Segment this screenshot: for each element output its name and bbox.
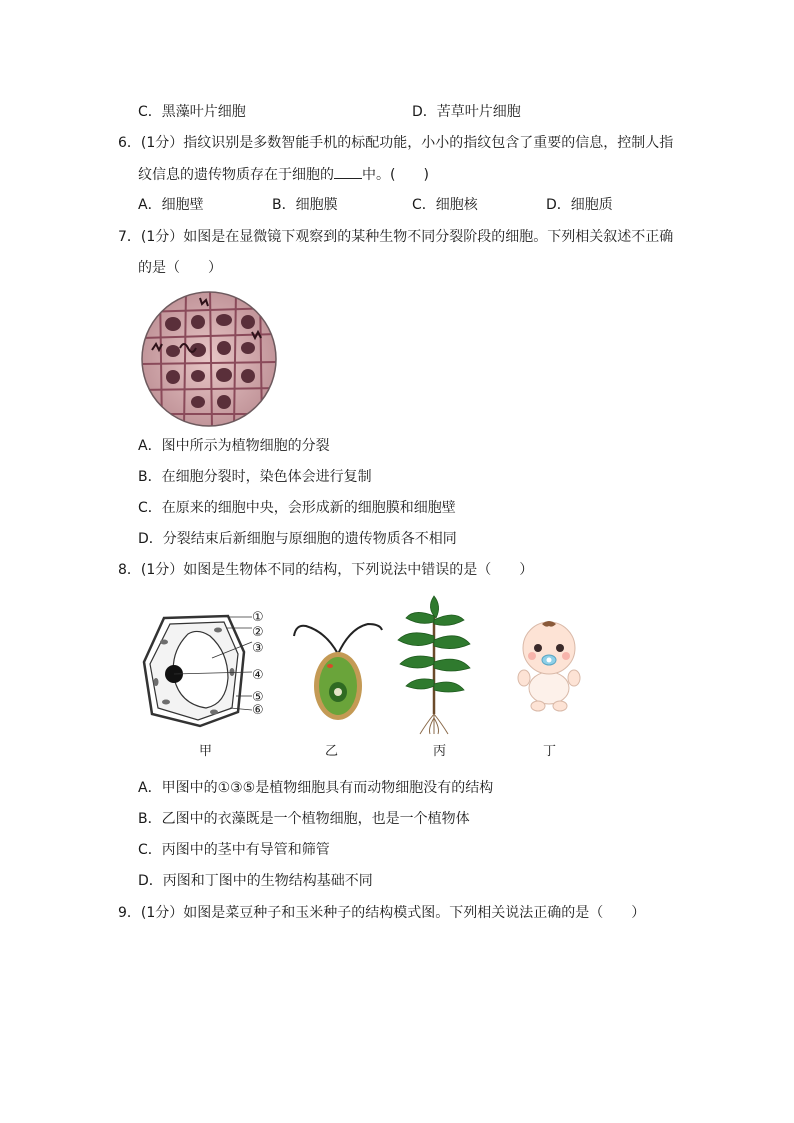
label-2: ② xyxy=(252,625,264,640)
q7-option-c: C．在原来的细胞中央，会形成新的细胞膜和细胞壁 xyxy=(138,500,456,516)
baby-image xyxy=(516,618,582,712)
q6-stem-before-blank: 纹信息的遗传物质存在于细胞的 xyxy=(138,167,334,183)
q6-fill-blank xyxy=(334,164,362,179)
q6-stem-after-blank: 中。( ) xyxy=(362,167,429,183)
q6-option-c: C．细胞核 xyxy=(412,197,478,213)
q7-option-d: D．分裂结束后新细胞与原细胞的遗传物质各不相同 xyxy=(138,531,457,547)
q5-option-d: D．苦草叶片细胞 xyxy=(412,104,521,120)
microscope-cell-division-image xyxy=(140,290,278,428)
q6-option-d: D．细胞质 xyxy=(546,197,613,213)
q8-option-b: B．乙图中的衣藻既是一个植物细胞，也是一个植物体 xyxy=(138,811,470,827)
q6-stem-line1: 6．(1分）指纹识别是多数智能手机的标配功能，小小的指纹包含了重要的信息，控制人指 xyxy=(118,135,674,151)
q7-option-b: B．在细胞分裂时，染色体会进行复制 xyxy=(138,469,372,485)
label-6: ⑥ xyxy=(252,703,264,718)
q7-stem-line1: 7．(1分）如图是在显微镜下观察到的某种生物不同分裂阶段的细胞。下列相关叙述不正确 xyxy=(118,229,674,245)
q5-option-c: C．黑藻叶片细胞 xyxy=(138,104,246,120)
plant-cell-diagram xyxy=(140,612,270,730)
q7-option-a: A．图中所示为植物细胞的分裂 xyxy=(138,438,330,454)
q9-stem-line1: 9．(1分）如图是菜豆种子和玉米种子的结构模式图。下列相关说法正确的是（ ） xyxy=(118,905,646,921)
caption-ding: 丁 xyxy=(543,744,557,759)
label-1: ① xyxy=(252,610,264,625)
caption-bing: 丙 xyxy=(433,744,447,759)
q6-option-b: B．细胞膜 xyxy=(272,197,338,213)
plant-image xyxy=(392,592,474,736)
caption-jia: 甲 xyxy=(199,744,213,759)
q6-option-a: A．细胞壁 xyxy=(138,197,204,213)
label-4: ④ xyxy=(252,668,264,683)
q6-stem-line2 xyxy=(138,164,429,185)
label-5: ⑤ xyxy=(252,690,264,705)
q8-option-a: A．甲图中的①③⑤是植物细胞具有而动物细胞没有的结构 xyxy=(138,780,494,796)
q8-option-c: C．丙图中的茎中有导管和筛管 xyxy=(138,842,330,858)
q8-option-d: D．丙图和丁图中的生物结构基础不同 xyxy=(138,873,373,889)
q7-stem-line2: 的是（ ） xyxy=(138,260,222,276)
chlamydomonas-image xyxy=(292,614,384,722)
caption-yi: 乙 xyxy=(325,744,339,759)
label-3: ③ xyxy=(252,641,264,656)
q8-stem-line1: 8．(1分）如图是生物体不同的结构，下列说法中错误的是（ ） xyxy=(118,562,534,578)
